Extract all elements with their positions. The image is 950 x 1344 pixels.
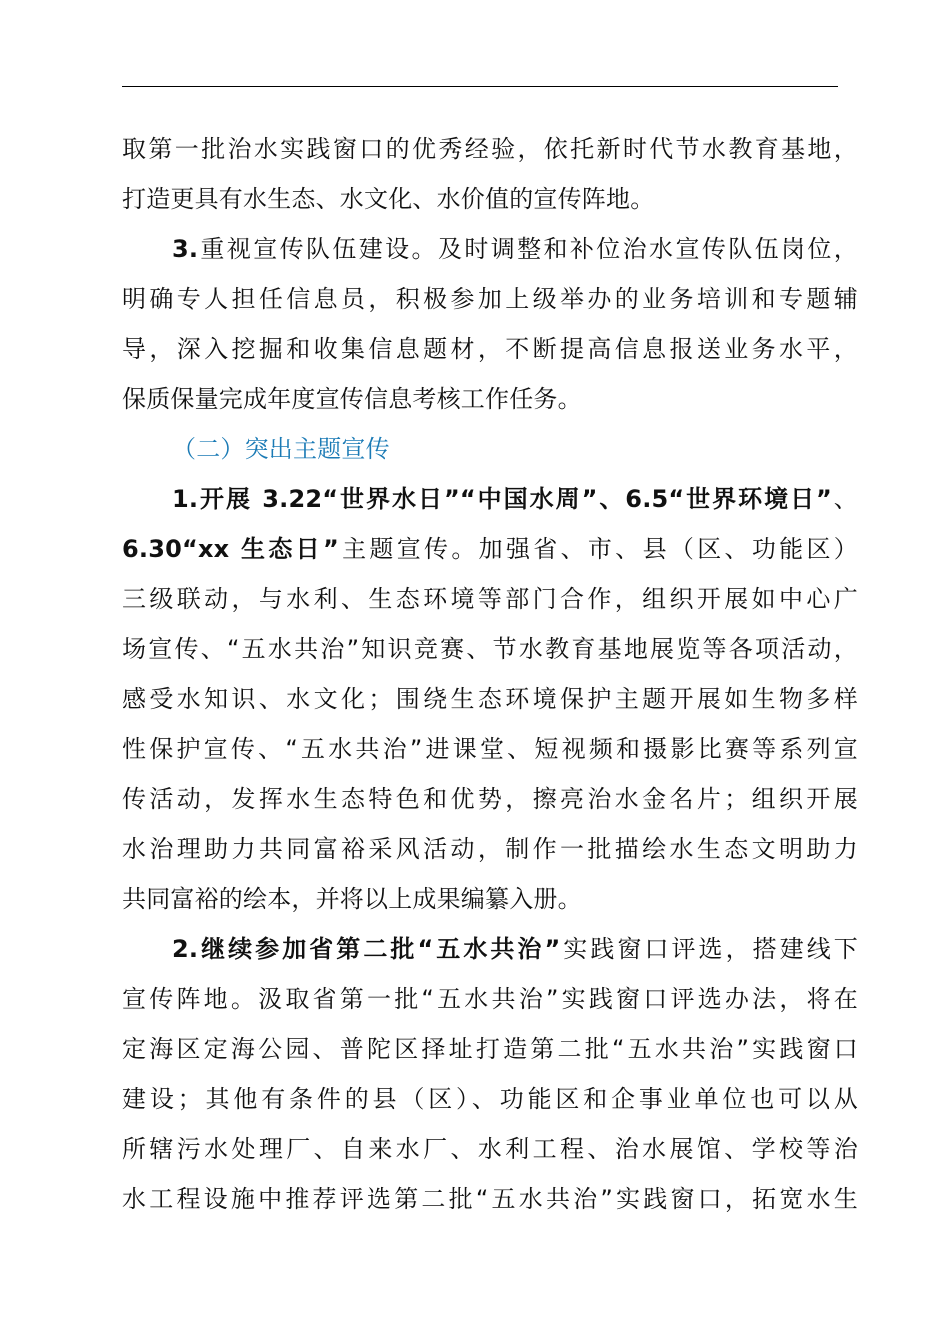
item-3-text: 及时调整和补位治水宣传队伍岗位，	[437, 235, 858, 263]
text-line: 所辖污水处理厂、自来水厂、水利工程、治水展馆、学校等治	[122, 1135, 858, 1163]
text-line: 水治理助力共同富裕采风活动，制作一批描绘水生态文明助力	[122, 835, 858, 863]
text-line: 保质保量完成年度宣传信息考核工作任务。	[122, 385, 582, 413]
text-line: 传活动，发挥水生态特色和优势，擦亮治水金名片；组织开展	[122, 785, 858, 813]
item-2-number: 2.	[172, 935, 199, 963]
item-1-number: 1.	[172, 485, 199, 513]
item-1-text: 主题宣传。加强省、市、县（区、功能区）	[338, 535, 858, 563]
item-2-text: 实践窗口评选，搭建线下	[560, 935, 858, 963]
item-2-line	[172, 934, 858, 964]
text-line: 明确专人担任信息员，积极参加上级举办的业务培训和专题辅	[122, 285, 858, 313]
text-line: 取第一批治水实践窗口的优秀经验，依托新时代节水教育基地，	[122, 135, 858, 163]
text-line: 水工程设施中推荐评选第二批“五水共治”实践窗口，拓宽水生	[122, 1185, 858, 1213]
item-1-separator: 、	[832, 485, 858, 513]
text-line: 导，深入挖掘和收集信息题材，不断提高信息报送业务水平，	[122, 335, 858, 363]
item-3-title: 重视宣传队伍建设。	[198, 235, 438, 263]
item-1-line-2	[122, 534, 858, 564]
item-1-line	[172, 484, 858, 514]
header-rule	[122, 86, 838, 87]
text-line: 打造更具有水生态、水文化、水价值的宣传阵地。	[122, 185, 655, 213]
item-1-title-cont: 6.30“xx 生态日”	[122, 535, 339, 563]
text-line: 建设；其他有条件的县（区）、功能区和企事业单位也可以从	[122, 1085, 858, 1113]
item-1-title: 开展 3.22“世界水日”“中国水周”、6.5“世界环境日”	[198, 485, 833, 513]
item-3-line	[172, 234, 858, 264]
text-line: 场宣传、“五水共治”知识竞赛、节水教育基地展览等各项活动，	[122, 635, 858, 663]
item-2-title: 继续参加省第二批“五水共治”	[198, 935, 561, 963]
text-line: 宣传阵地。汲取省第一批“五水共治”实践窗口评选办法，将在	[122, 985, 858, 1013]
text-line: 感受水知识、水文化；围绕生态环境保护主题开展如生物多样	[122, 685, 858, 713]
text-line: 性保护宣传、“五水共治”进课堂、短视频和摄影比赛等系列宣	[122, 735, 858, 763]
item-3-number: 3.	[172, 235, 199, 263]
section-heading: （二）突出主题宣传	[172, 435, 390, 463]
text-line: 共同富裕的绘本，并将以上成果编纂入册。	[122, 885, 582, 913]
text-line: 定海区定海公园、普陀区择址打造第二批“五水共治”实践窗口	[122, 1035, 858, 1063]
text-line: 三级联动，与水利、生态环境等部门合作，组织开展如中心广	[122, 585, 858, 613]
